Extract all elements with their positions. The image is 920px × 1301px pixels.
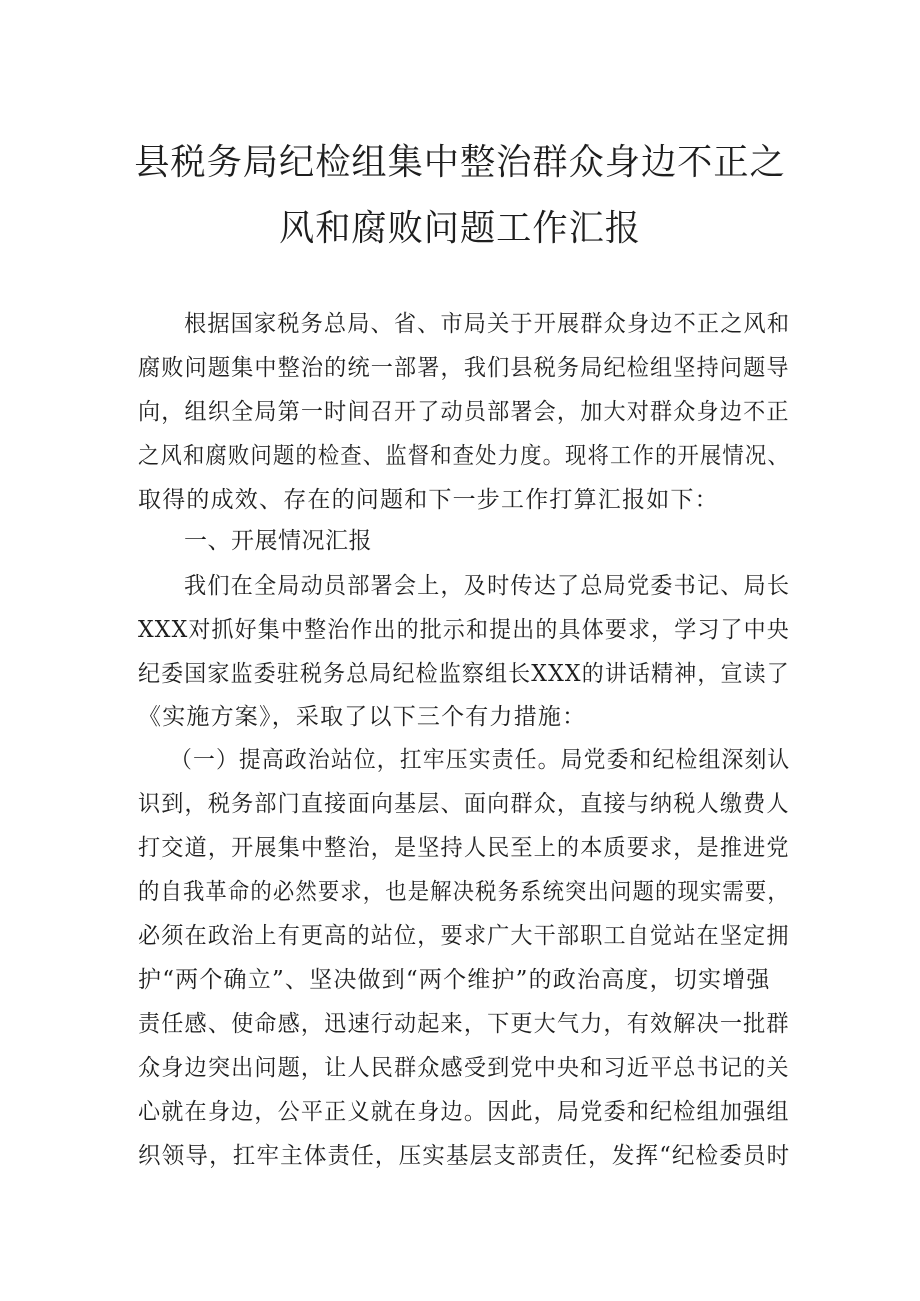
document-title-line-2: 风和腐败问题工作汇报 — [278, 208, 641, 249]
section-heading: 一、开展情况汇报 — [184, 528, 372, 554]
paragraph-line: 向，组织全局第一时间召开了动员部署会，加大对群众身边不正 — [138, 399, 790, 425]
paragraph-line: 纪委国家监委驻税务总局纪检监察组长XXX的讲话精神，宣读了 — [138, 661, 790, 687]
paragraph-line: 打交道，开展集中整治，是坚持人民至上的本质要求，是推进党 — [138, 835, 790, 861]
paragraph-line: 识到，税务部门直接面向基层、面向群众，直接与纳税人缴费人 — [138, 791, 790, 817]
paragraph-line: XXX对抓好集中整治作出的批示和提出的具体要求，学习了中央 — [138, 617, 790, 643]
paragraph-line: 我们在全局动员部署会上，及时传达了总局党委书记、局长 — [184, 573, 791, 599]
paragraph-line: 必须在政治上有更高的站位，要求广大干部职工自觉站在坚定拥 — [138, 923, 790, 949]
paragraph-line: 之风和腐败问题的检查、监督和查处力度。现将工作的开展情况、 — [138, 443, 790, 469]
document-title-line-1: 县税务局纪检组集中整治群众身边不正之 — [134, 142, 786, 183]
paragraph-line: 的自我革命的必然要求，也是解决税务系统突出问题的现实需要， — [138, 879, 790, 905]
paragraph-line: 责任感、使命感，迅速行动起来，下更大气力，有效解决一批群 — [138, 1011, 790, 1037]
paragraph-line: 根据国家税务总局、省、市局关于开展群众身边不正之风和 — [184, 311, 791, 337]
paragraph-line: 《实施方案》，采取了以下三个有力措施： — [138, 704, 587, 730]
paragraph-line: 心就在身边，公平正义就在身边。因此，局党委和纪检组加强组 — [138, 1099, 790, 1125]
paragraph-line: 护“两个确立”、坚决做到“两个维护”的政治高度，切实增强 — [138, 967, 771, 993]
paragraph-line: 腐败问题集中整治的统一部署，我们县税务局纪检组坚持问题导 — [138, 355, 790, 381]
paragraph-line: （一）提高政治站位，扛牢压实责任。局党委和纪检组深刻认 — [170, 747, 791, 773]
paragraph-line: 取得的成效、存在的问题和下一步工作打算汇报如下： — [138, 487, 719, 513]
paragraph-line: 众身边突出问题，让人民群众感受到党中央和习近平总书记的关 — [138, 1055, 790, 1081]
paragraph-line: 织领导，扛牢主体责任，压实基层支部责任，发挥“纪检委员时 — [138, 1143, 791, 1169]
